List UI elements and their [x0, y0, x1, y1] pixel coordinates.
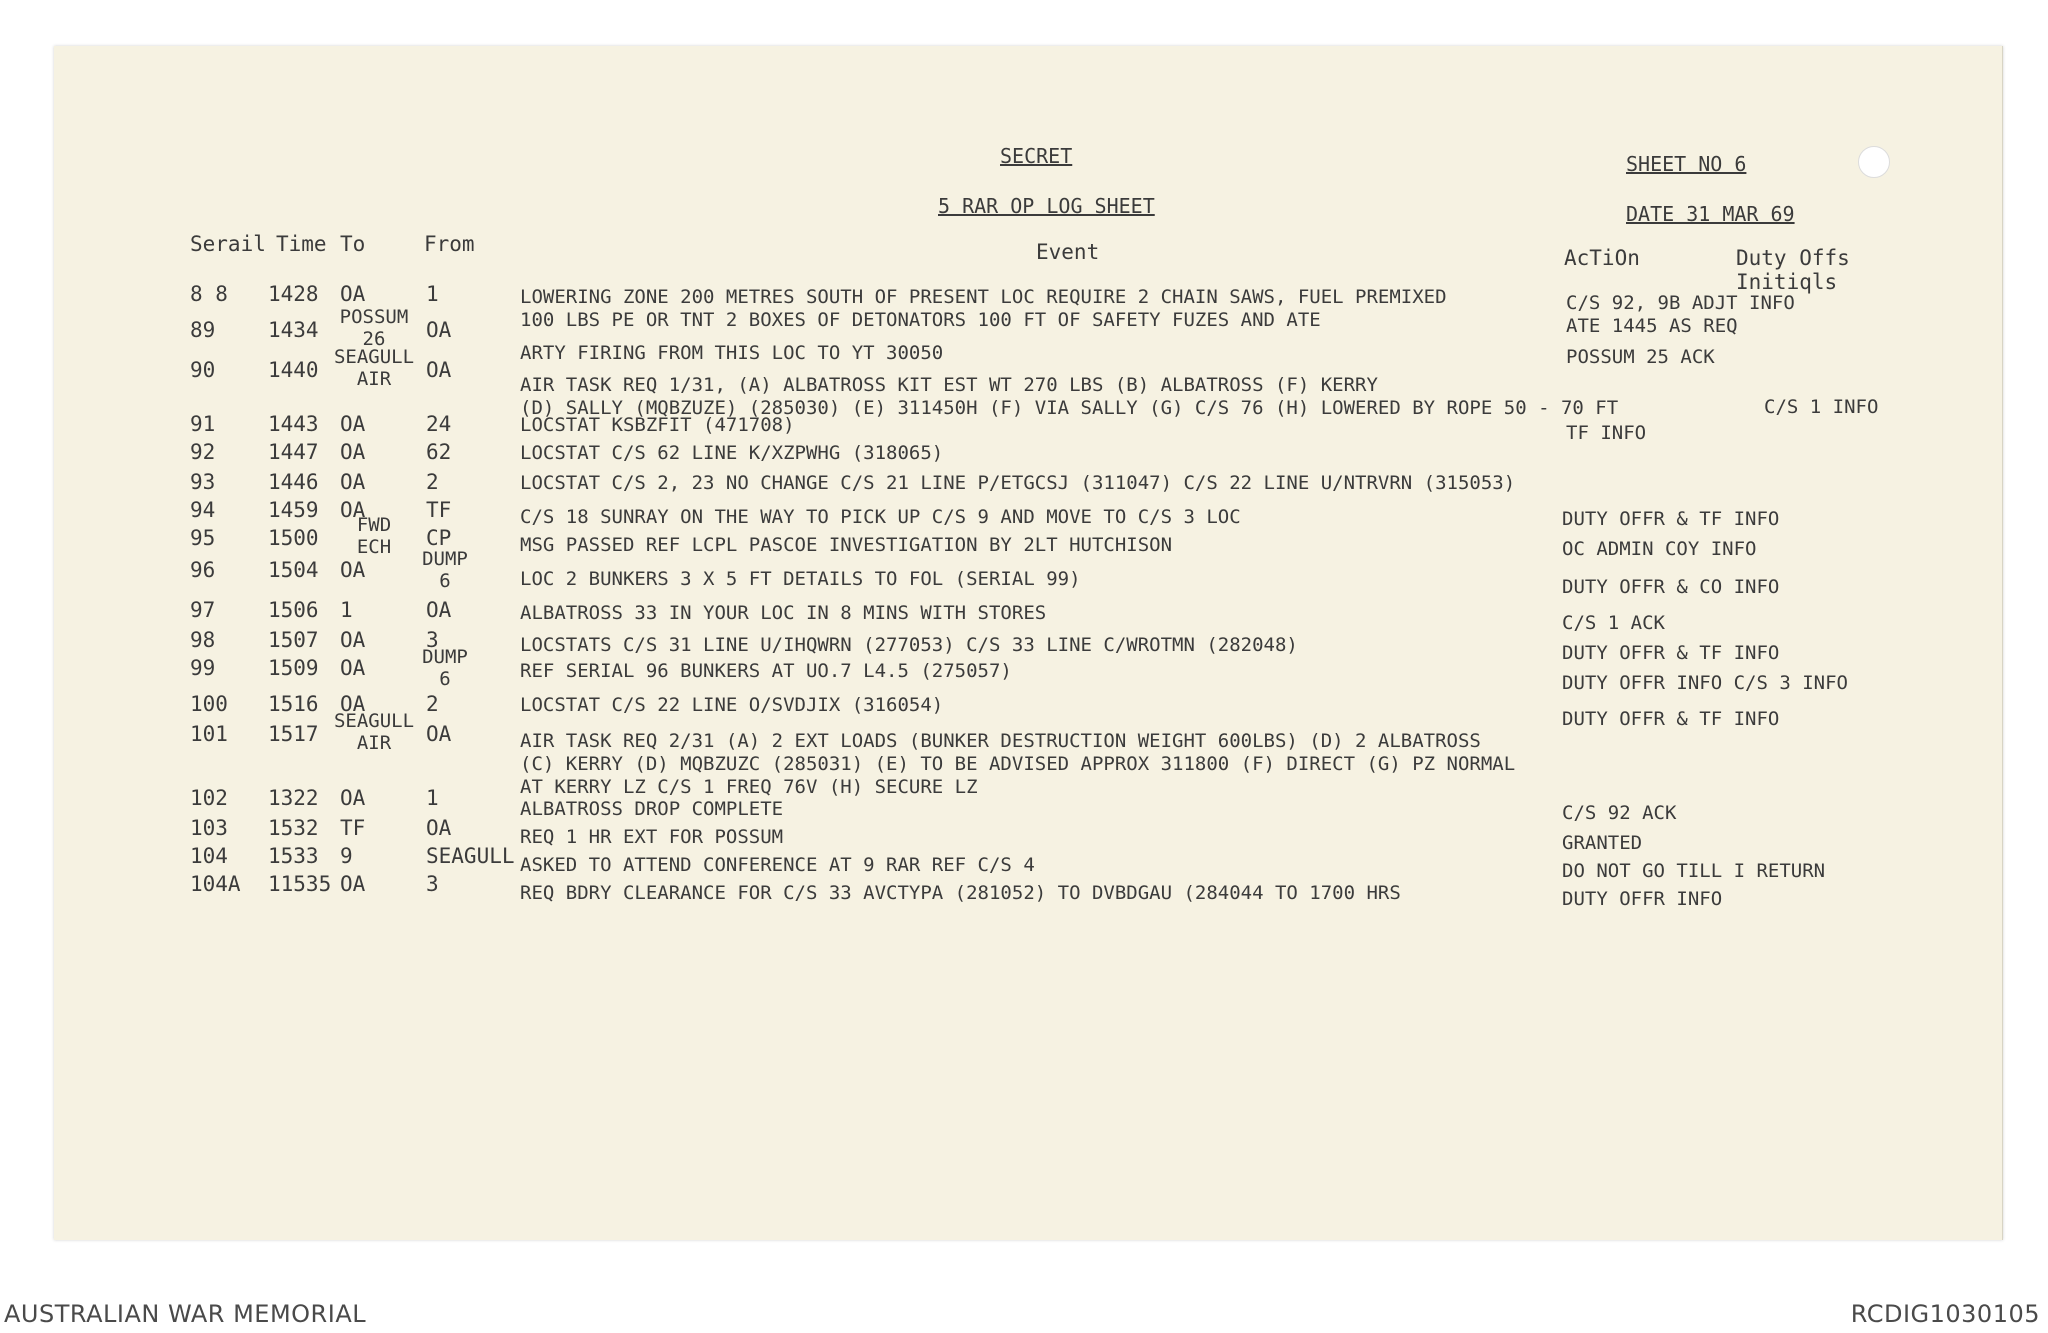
to-cell: OA	[340, 786, 366, 810]
event-cell: ARTY FIRING FROM THIS LOC TO YT 30050	[520, 342, 944, 364]
sheet-title: 5 RAR OP LOG SHEET	[938, 194, 1155, 218]
action-cell: DUTY OFFR & CO INFO	[1562, 576, 1780, 598]
punch-hole	[1858, 146, 1890, 178]
col-event: Event	[1036, 240, 1100, 264]
time-cell: 1428	[268, 282, 319, 306]
to-cell: OA	[340, 498, 366, 522]
event-cell: LOWERING ZONE 200 METRES SOUTH OF PRESENT LOC REQUIRE 2 CHAIN SAWS, FUEL PREMIXED 100 LBS PE OR TNT 2 BOXES OF DETONATORS 100 FT OF SAFETY FUZES AND ATE	[520, 286, 1447, 331]
time-cell: 1509	[268, 656, 319, 680]
time-cell: 1506	[268, 598, 319, 622]
event-cell: REQ 1 HR EXT FOR POSSUM	[520, 826, 784, 848]
to-cell: OA	[340, 628, 366, 652]
from-cell: SEAGULL	[426, 844, 515, 868]
to-cell: OA	[340, 470, 366, 494]
time-cell: 1517	[268, 722, 319, 746]
time-cell: 1440	[268, 358, 319, 382]
from-cell: 62	[426, 440, 452, 464]
from-cell: 2	[426, 692, 439, 716]
to-cell: SEAGULL AIR	[333, 710, 415, 754]
from-cell: DUMP 6	[422, 646, 468, 690]
col-from: From	[424, 232, 475, 256]
from-cell: 1	[426, 282, 439, 306]
event-cell: LOC 2 BUNKERS 3 X 5 FT DETAILS TO FOL (SERIAL 99)	[520, 568, 1081, 590]
log-sheet-paper	[54, 46, 2003, 1240]
serial-cell: 94	[190, 498, 216, 522]
time-cell: 1322	[268, 786, 319, 810]
time-cell: 1532	[268, 816, 319, 840]
event-cell: C/S 18 SUNRAY ON THE WAY TO PICK UP C/S 9 AND MOVE TO C/S 3 LOC	[520, 506, 1241, 528]
event-cell: REQ BDRY CLEARANCE FOR C/S 33 AVCTYPA (281052) TO DVBDGAU (284044 TO 1700 HRS	[520, 882, 1401, 904]
to-cell: FWD ECH	[356, 514, 392, 558]
event-cell: LOCSTAT KSBZFIT (471708)	[520, 414, 795, 436]
to-cell: POSSUM 26	[339, 306, 409, 350]
col-to: To	[340, 232, 366, 256]
event-cell: LOCSTAT C/S 22 LINE O/SVDJIX (316054)	[520, 694, 944, 716]
serial-cell: 97	[190, 598, 216, 622]
to-cell: OA	[340, 656, 366, 680]
serial-cell: 99	[190, 656, 216, 680]
serial-cell: 90	[190, 358, 216, 382]
from-cell: 24	[426, 412, 452, 436]
to-cell: 1	[340, 598, 353, 622]
from-cell: 1	[426, 786, 439, 810]
action-cell: OC ADMIN COY INFO	[1562, 538, 1757, 560]
action-cell: DUTY OFFR INFO C/S 3 INFO	[1562, 672, 1848, 694]
col-duty-offs: Duty Offs Initiqls	[1736, 246, 1850, 294]
serial-cell: 93	[190, 470, 216, 494]
to-cell: OA	[340, 412, 366, 436]
from-cell: 2	[426, 470, 439, 494]
to-cell: OA	[340, 872, 366, 896]
serial-cell: 104	[190, 844, 228, 868]
sheet-date: DATE 31 MAR 69	[1626, 202, 1795, 226]
col-serial: Serail	[190, 232, 266, 256]
to-cell: 9	[340, 844, 353, 868]
event-cell: AIR TASK REQ 2/31 (A) 2 EXT LOADS (BUNKER DESTRUCTION WEIGHT 600LBS) (D) 2 ALBATROSS (C) KERRY (D) MQBZUZC (285031) (E) TO BE ADVISED APPROX 311800 (F) DIRECT (G) PZ NORMAL AT KERRY LZ C/S 1 FREQ 76V (H) SECURE LZ	[520, 730, 1516, 798]
action-cell: DUTY OFFR & TF INFO	[1562, 642, 1780, 664]
from-cell: OA	[426, 722, 452, 746]
serial-cell: 92	[190, 440, 216, 464]
from-cell: CP	[426, 526, 452, 550]
action-cell: C/S 92 ACK	[1562, 802, 1677, 824]
to-cell: TF	[340, 816, 366, 840]
event-cell: ALBATROSS DROP COMPLETE	[520, 798, 784, 820]
to-cell: SEAGULL AIR	[333, 346, 415, 390]
col-action: AcTiOn	[1564, 246, 1640, 270]
action-cell: TF INFO	[1566, 422, 1647, 444]
col-time: Time	[276, 232, 327, 256]
time-cell: 1507	[268, 628, 319, 652]
to-cell: OA	[340, 558, 366, 582]
from-cell: OA	[426, 318, 452, 342]
action-cell: C/S 92, 9B ADJT INFO ATE 1445 AS REQ	[1566, 292, 1795, 337]
action-cell: DUTY OFFR & TF INFO	[1562, 708, 1780, 730]
event-cell: ASKED TO ATTEND CONFERENCE AT 9 RAR REF C/S 4	[520, 854, 1035, 876]
serial-cell: 103	[190, 816, 228, 840]
from-cell: OA	[426, 816, 452, 840]
event-cell: LOCSTATS C/S 31 LINE U/IHQWRN (277053) C/S 33 LINE C/WROTMN (282048)	[520, 634, 1298, 656]
time-cell: 11535	[268, 872, 332, 896]
event-cell: REF SERIAL 96 BUNKERS AT UO.7 L4.5 (275057)	[520, 660, 1012, 682]
from-cell: OA	[426, 598, 452, 622]
serial-cell: 8 8	[190, 282, 228, 306]
serial-cell: 101	[190, 722, 228, 746]
serial-cell: 95	[190, 526, 216, 550]
archive-source: AUSTRALIAN WAR MEMORIAL	[4, 1300, 367, 1328]
from-cell: 3	[426, 872, 439, 896]
action-cell: DO NOT GO TILL I RETURN	[1562, 860, 1826, 882]
to-cell: OA	[340, 692, 366, 716]
serial-cell: 100	[190, 692, 228, 716]
serial-cell: 96	[190, 558, 216, 582]
from-cell: TF	[426, 498, 452, 522]
time-cell: 1500	[268, 526, 319, 550]
archive-footer	[0, 1296, 2048, 1333]
time-cell: 1459	[268, 498, 319, 522]
event-cell: LOCSTAT C/S 62 LINE K/XZPWHG (318065)	[520, 442, 944, 464]
time-cell: 1446	[268, 470, 319, 494]
from-cell: DUMP 6	[422, 548, 468, 592]
action-cell: POSSUM 25 ACK	[1566, 346, 1715, 368]
serial-cell: 91	[190, 412, 216, 436]
event-cell: ALBATROSS 33 IN YOUR LOC IN 8 MINS WITH STORES	[520, 602, 1047, 624]
serial-cell: 98	[190, 628, 216, 652]
from-cell: OA	[426, 358, 452, 382]
to-cell: OA	[340, 282, 366, 306]
action-cell: DUTY OFFR & TF INFO	[1562, 508, 1780, 530]
serial-cell: 104A	[190, 872, 241, 896]
classification-heading: SECRET	[1000, 144, 1073, 168]
serial-cell: 89	[190, 318, 216, 342]
time-cell: 1434	[268, 318, 319, 342]
action-cell: C/S 1 INFO	[1764, 396, 1879, 418]
serial-cell: 102	[190, 786, 228, 810]
event-cell: AIR TASK REQ 1/31, (A) ALBATROSS KIT EST WT 270 LBS (B) ALBATROSS (F) KERRY (D) SALLY (MQBZUZE) (285030) (E) 311450H (F) VIA SALLY (G) C/S 76 (H) LOWERED BY ROPE 50 - 70 FT	[520, 374, 1619, 419]
from-cell: 3	[426, 628, 439, 652]
archive-id: RCDIG1030105	[1850, 1300, 2040, 1328]
time-cell: 1504	[268, 558, 319, 582]
action-cell: C/S 1 ACK	[1562, 612, 1665, 634]
action-cell: DUTY OFFR INFO	[1562, 888, 1723, 910]
time-cell: 1443	[268, 412, 319, 436]
to-cell: OA	[340, 440, 366, 464]
event-cell: MSG PASSED REF LCPL PASCOE INVESTIGATION BY 2LT HUTCHISON	[520, 534, 1173, 556]
time-cell: 1447	[268, 440, 319, 464]
action-cell: GRANTED	[1562, 832, 1643, 854]
time-cell: 1533	[268, 844, 319, 868]
time-cell: 1516	[268, 692, 319, 716]
event-cell: LOCSTAT C/S 2, 23 NO CHANGE C/S 21 LINE P/ETGCSJ (311047) C/S 22 LINE U/NTRVRN (315053)	[520, 472, 1516, 494]
sheet-number: SHEET NO 6	[1626, 152, 1747, 176]
